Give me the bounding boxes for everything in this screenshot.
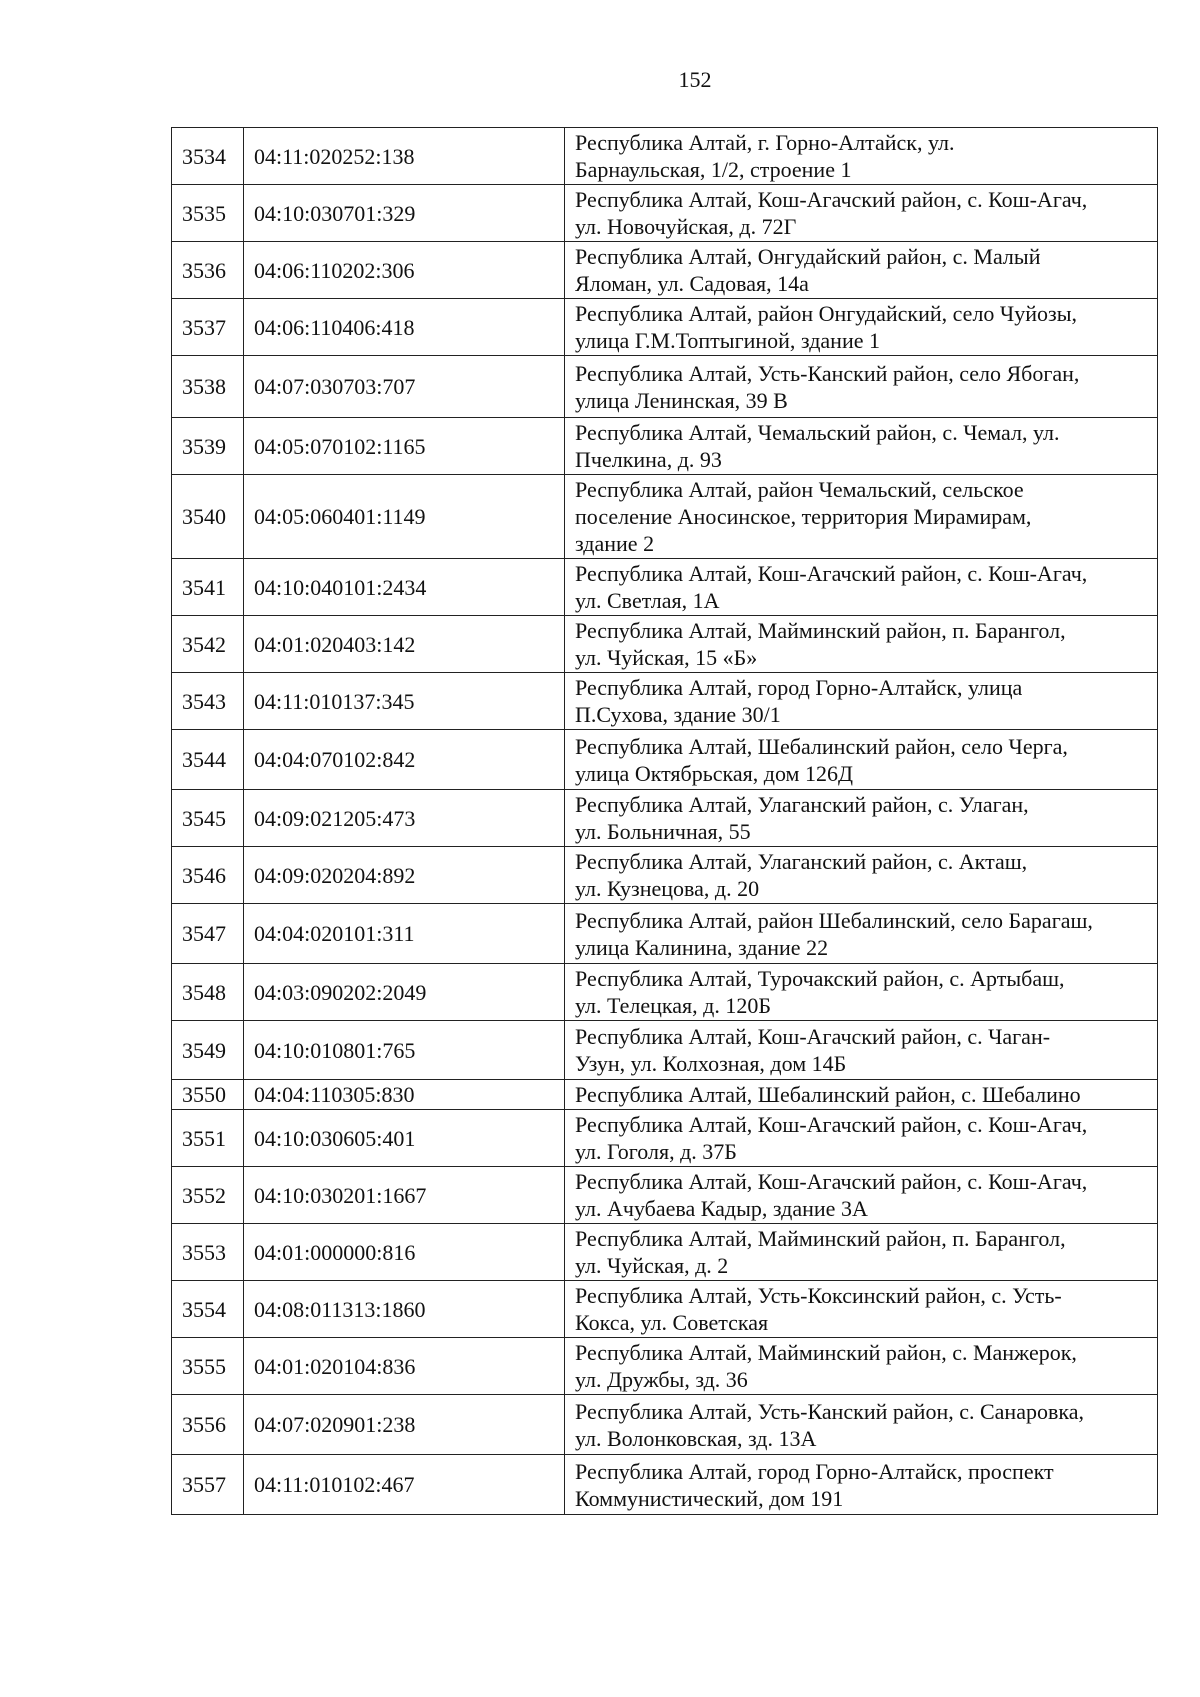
- address-cell: [565, 475, 1158, 559]
- address-line: Республика Алтай, город Горно-Алтайск, проспект: [575, 1458, 1054, 1484]
- table-row: [172, 1021, 1158, 1080]
- address-line: Республика Алтай, район Онгудайский, село Чуйозы,: [575, 301, 1077, 326]
- table-row: [172, 1455, 1158, 1515]
- row-number-cell: 3542: [172, 616, 244, 673]
- table-row: [172, 1281, 1158, 1338]
- row-number-cell: 3545: [172, 790, 244, 847]
- address-line: Республика Алтай, Усть-Канский район, с. Санаровка,: [575, 1398, 1084, 1424]
- address-cell: [565, 847, 1158, 904]
- address-cell: [565, 1224, 1158, 1281]
- address-line: Кокса, ул. Советская: [575, 1310, 769, 1335]
- address-line: Яломан, ул. Садовая, 14а: [575, 271, 809, 296]
- address-cell: [565, 730, 1158, 790]
- cadastral-number-cell: 04:01:000000:816: [244, 1224, 565, 1281]
- table-row: [172, 242, 1158, 299]
- cadastral-number-cell: 04:07:030703:707: [244, 356, 565, 418]
- table-row: [172, 1110, 1158, 1167]
- cadastral-number-cell: 04:04:110305:830: [244, 1080, 565, 1110]
- address-line: Республика Алтай, район Чемальский, сельское: [575, 477, 1024, 502]
- cadastral-number-cell: 04:06:110406:418: [244, 299, 565, 356]
- address-line: Барнаульская, 1/2, строение 1: [575, 157, 852, 182]
- address-line: ул. Волонковская, зд. 13А: [575, 1425, 817, 1451]
- table-row: [172, 128, 1158, 185]
- table-row: [172, 673, 1158, 730]
- cadastral-number-cell: 04:07:020901:238: [244, 1395, 565, 1455]
- address-line: Республика Алтай, Кош-Агачский район, с. Кош-Агач,: [575, 561, 1088, 586]
- row-number-cell: 3535: [172, 185, 244, 242]
- address-cell: [565, 1021, 1158, 1080]
- address-line: улица Октябрьская, дом 126Д: [575, 760, 853, 786]
- cadastral-number-cell: 04:11:010137:345: [244, 673, 565, 730]
- row-number-cell: 3550: [172, 1080, 244, 1110]
- address-line: ул. Кузнецова, д. 20: [575, 876, 760, 901]
- row-number-cell: 3546: [172, 847, 244, 904]
- address-line: Республика Алтай, Шебалинский район, с. Шебалино: [575, 1082, 1081, 1107]
- address-cell: [565, 1338, 1158, 1395]
- address-cell: [565, 356, 1158, 418]
- row-number-cell: 3549: [172, 1021, 244, 1080]
- address-line: Республика Алтай, район Шебалинский, село Барагаш,: [575, 907, 1093, 933]
- row-number-cell: 3548: [172, 964, 244, 1021]
- address-cell: [565, 185, 1158, 242]
- address-line: ул. Гоголя, д. 37Б: [575, 1139, 737, 1164]
- address-line: ул. Ачубаева Кадыр, здание 3А: [575, 1196, 868, 1221]
- cadastral-number-cell: 04:01:020403:142: [244, 616, 565, 673]
- address-line: улица Калинина, здание 22: [575, 934, 829, 960]
- address-line: улица Г.М.Топтыгиной, здание 1: [575, 328, 880, 353]
- address-line: Пчелкина, д. 93: [575, 447, 722, 472]
- address-line: ул. Больничная, 55: [575, 819, 751, 844]
- address-line: ул. Телецкая, д. 120Б: [575, 993, 771, 1018]
- address-line: ул. Новочуйская, д. 72Г: [575, 214, 797, 239]
- row-number-cell: 3538: [172, 356, 244, 418]
- address-cell: [565, 418, 1158, 475]
- address-line: Республика Алтай, город Горно-Алтайск, улица: [575, 675, 1023, 700]
- registry-table: [171, 127, 1158, 1515]
- table-row: [172, 847, 1158, 904]
- table-row: [172, 1224, 1158, 1281]
- address-cell: [565, 1281, 1158, 1338]
- row-number-cell: 3555: [172, 1338, 244, 1395]
- cadastral-number-cell: 04:10:030605:401: [244, 1110, 565, 1167]
- row-number-cell: 3551: [172, 1110, 244, 1167]
- table-row: [172, 559, 1158, 616]
- page-number: 152: [678, 67, 712, 92]
- address-line: Республика Алтай, Майминский район, с. Манжерок,: [575, 1340, 1077, 1365]
- address-cell: [565, 1455, 1158, 1515]
- table-row: [172, 790, 1158, 847]
- row-number-cell: 3557: [172, 1455, 244, 1515]
- table-row: [172, 1338, 1158, 1395]
- address-cell: [565, 128, 1158, 185]
- address-cell: [565, 616, 1158, 673]
- table-row: [172, 904, 1158, 964]
- table-row: [172, 964, 1158, 1021]
- address-line: Республика Алтай, Кош-Агачский район, с. Чаган-: [575, 1024, 1051, 1049]
- row-number-cell: 3554: [172, 1281, 244, 1338]
- address-line: поселение Аносинское, территория Мирамирам,: [575, 504, 1032, 529]
- row-number-cell: 3541: [172, 559, 244, 616]
- address-line: Республика Алтай, Кош-Агачский район, с. Кош-Агач,: [575, 187, 1088, 212]
- address-line: Республика Алтай, Усть-Канский район, село Ябоган,: [575, 360, 1080, 386]
- table-row: [172, 475, 1158, 559]
- row-number-cell: 3552: [172, 1167, 244, 1224]
- cadastral-number-cell: 04:03:090202:2049: [244, 964, 565, 1021]
- address-cell: [565, 1395, 1158, 1455]
- table-row: [172, 730, 1158, 790]
- cadastral-number-cell: 04:11:020252:138: [244, 128, 565, 185]
- cadastral-number-cell: 04:04:070102:842: [244, 730, 565, 790]
- cadastral-number-cell: 04:10:030201:1667: [244, 1167, 565, 1224]
- table-row: [172, 356, 1158, 418]
- cadastral-number-cell: 04:06:110202:306: [244, 242, 565, 299]
- cadastral-number-cell: 04:08:011313:1860: [244, 1281, 565, 1338]
- table-row: [172, 299, 1158, 356]
- address-line: ул. Светлая, 1А: [575, 588, 720, 613]
- address-line: Республика Алтай, Онгудайский район, с. Малый: [575, 244, 1041, 269]
- address-line: Республика Алтай, Кош-Агачский район, с. Кош-Агач,: [575, 1169, 1088, 1194]
- address-line: Республика Алтай, Кош-Агачский район, с. Кош-Агач,: [575, 1112, 1088, 1137]
- address-line: Республика Алтай, Майминский район, п. Барангол,: [575, 1226, 1066, 1251]
- address-line: Республика Алтай, Усть-Коксинский район, с. Усть-: [575, 1283, 1062, 1308]
- address-cell: [565, 904, 1158, 964]
- cadastral-number-cell: 04:10:010801:765: [244, 1021, 565, 1080]
- registry-table-body: [172, 128, 1158, 1515]
- cadastral-number-cell: 04:04:020101:311: [244, 904, 565, 964]
- row-number-cell: 3536: [172, 242, 244, 299]
- row-number-cell: 3534: [172, 128, 244, 185]
- address-line: Республика Алтай, Чемальский район, с. Чемал, ул.: [575, 420, 1060, 445]
- cadastral-number-cell: 04:01:020104:836: [244, 1338, 565, 1395]
- address-line: ул. Дружбы, зд. 36: [575, 1367, 748, 1392]
- cadastral-number-cell: 04:09:021205:473: [244, 790, 565, 847]
- address-line: ул. Чуйская, д. 2: [575, 1253, 729, 1278]
- table-row: [172, 1395, 1158, 1455]
- cadastral-number-cell: 04:10:040101:2434: [244, 559, 565, 616]
- row-number-cell: 3540: [172, 475, 244, 559]
- address-cell: [565, 1167, 1158, 1224]
- address-line: Республика Алтай, Майминский район, п. Барангол,: [575, 618, 1066, 643]
- cadastral-number-cell: 04:05:070102:1165: [244, 418, 565, 475]
- cadastral-number-cell: 04:09:020204:892: [244, 847, 565, 904]
- address-line: ул. Чуйская, 15 «Б»: [575, 645, 758, 670]
- address-cell: [565, 1110, 1158, 1167]
- address-cell: [565, 964, 1158, 1021]
- address-line: Узун, ул. Колхозная, дом 14Б: [575, 1051, 847, 1076]
- address-cell: [565, 299, 1158, 356]
- row-number-cell: 3537: [172, 299, 244, 356]
- address-line: улица Ленинская, 39 В: [575, 387, 788, 413]
- address-cell: [565, 1080, 1158, 1110]
- row-number-cell: 3543: [172, 673, 244, 730]
- cadastral-number-cell: 04:11:010102:467: [244, 1455, 565, 1515]
- address-cell: [565, 790, 1158, 847]
- address-line: Республика Алтай, Шебалинский район, село Черга,: [575, 733, 1068, 759]
- address-line: здание 2: [575, 531, 655, 556]
- address-line: Республика Алтай, Улаганский район, с. Улаган,: [575, 792, 1029, 817]
- address-cell: [565, 673, 1158, 730]
- address-line: Республика Алтай, Улаганский район, с. Акташ,: [575, 849, 1028, 874]
- address-line: Коммунистический, дом 191: [575, 1485, 844, 1511]
- table-row: [172, 616, 1158, 673]
- address-cell: [565, 559, 1158, 616]
- address-cell: [565, 242, 1158, 299]
- row-number-cell: 3544: [172, 730, 244, 790]
- row-number-cell: 3556: [172, 1395, 244, 1455]
- address-line: Республика Алтай, Турочакский район, с. Артыбаш,: [575, 966, 1065, 991]
- cadastral-number-cell: 04:10:030701:329: [244, 185, 565, 242]
- table-row: [172, 1167, 1158, 1224]
- row-number-cell: 3539: [172, 418, 244, 475]
- row-number-cell: 3553: [172, 1224, 244, 1281]
- address-line: Республика Алтай, г. Горно-Алтайск, ул.: [575, 130, 955, 155]
- table-row: [172, 185, 1158, 242]
- cadastral-number-cell: 04:05:060401:1149: [244, 475, 565, 559]
- table-row: [172, 418, 1158, 475]
- table-row: [172, 1080, 1158, 1110]
- address-line: П.Сухова, здание 30/1: [575, 702, 781, 727]
- row-number-cell: 3547: [172, 904, 244, 964]
